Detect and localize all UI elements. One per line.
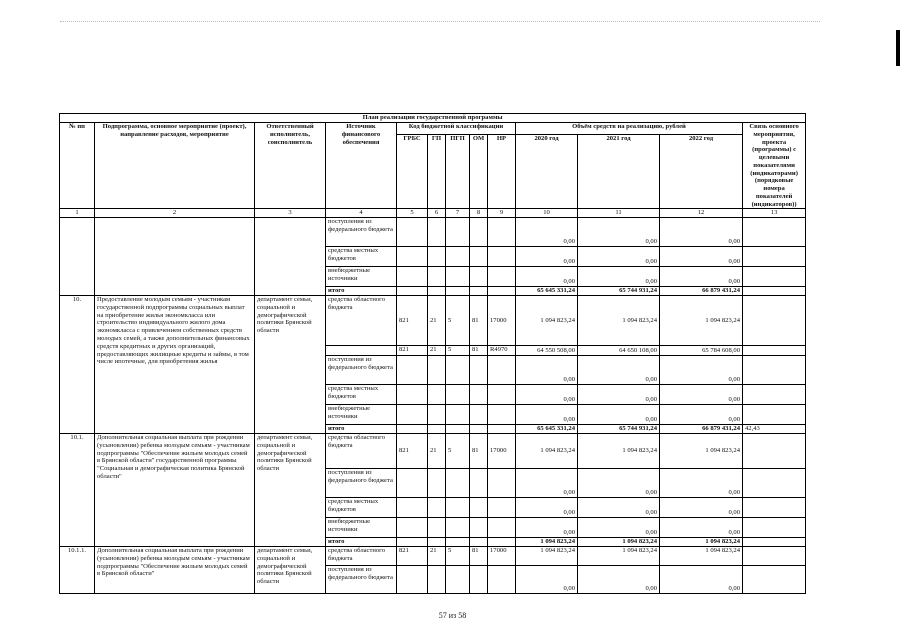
value-cell: 0,00 <box>578 566 660 594</box>
source-cell: средства местных бюджетов <box>326 385 397 405</box>
value-cell: 0,00 <box>578 385 660 405</box>
gp-cell: 21 <box>428 296 446 346</box>
name-cell: Дополнительная социальная выплата при рождении (усыновлении) ребенка молодым семьям - участникам подпрограммы "Обеспечение жильем молодых семей в Брянской области" государственной программы "Социальная и демографическая политика Брянской области" <box>95 434 255 547</box>
value-cell: 0,00 <box>578 267 660 287</box>
value-cell: 1 094 823,24 <box>578 547 660 566</box>
value-cell: 0,00 <box>578 405 660 425</box>
value-cell: 0,00 <box>660 566 743 594</box>
source-cell: поступления из федерального бюджета <box>326 469 397 498</box>
name-cell: Дополнительная социальная выплата при рождении (усыновлении) ребенка молодым семьям - участникам подпрограммы "Обеспечение жильем молодых семей в Брянской области" <box>95 547 255 594</box>
total-value: 65 645 331,24 <box>516 425 578 434</box>
value-cell: 0,00 <box>516 218 578 247</box>
index-cell: 12 <box>660 209 743 218</box>
value-cell: 0,00 <box>578 518 660 538</box>
page-number: 57 из 58 <box>438 611 467 620</box>
source-cell: средства областного бюджета <box>326 296 397 346</box>
grbs-cell: 821 <box>397 346 428 356</box>
index-cell: 4 <box>326 209 397 218</box>
om-cell: 81 <box>470 434 488 469</box>
pgp-cell: 5 <box>446 346 470 356</box>
index-cell: 9 <box>488 209 516 218</box>
grbs-cell: 821 <box>397 434 428 469</box>
num-cell <box>60 218 95 296</box>
pgp-cell: 5 <box>446 296 470 346</box>
table-row <box>60 296 806 346</box>
num-cell: 10. <box>60 296 95 434</box>
value-cell: 0,00 <box>660 469 743 498</box>
table-row <box>60 547 806 566</box>
executor-cell <box>255 218 326 296</box>
index-cell: 5 <box>397 209 428 218</box>
implementation-plan-table <box>59 113 806 594</box>
header-gp: ГП <box>428 135 446 209</box>
value-cell: 1 094 823,24 <box>578 296 660 346</box>
total-value: 1 094 823,24 <box>660 538 743 547</box>
om-cell: 81 <box>470 547 488 566</box>
num-cell: 10.1. <box>60 434 95 547</box>
total-value: 65 645 331,24 <box>516 287 578 296</box>
value-cell: 0,00 <box>578 469 660 498</box>
value-cell: 1 094 823,24 <box>578 434 660 469</box>
value-cell: 1 094 823,24 <box>516 296 578 346</box>
header-pgp: ПГП <box>446 135 470 209</box>
value-cell: 65 784 608,00 <box>660 346 743 356</box>
value-cell: 0,00 <box>660 267 743 287</box>
gp-cell: 21 <box>428 434 446 469</box>
om-cell: 81 <box>470 296 488 346</box>
value-cell: 0,00 <box>516 267 578 287</box>
value-cell: 1 094 823,24 <box>660 296 743 346</box>
value-cell: 0,00 <box>516 356 578 385</box>
header-budget-code: Код бюджетной классификации <box>397 123 516 135</box>
header-2021: 2021 год <box>578 135 660 209</box>
value-cell: 0,00 <box>516 469 578 498</box>
source-cell: поступления из федерального бюджета <box>326 566 397 594</box>
index-cell: 7 <box>446 209 470 218</box>
table-row <box>60 218 806 247</box>
om-cell: 81 <box>470 346 488 356</box>
source-cell: средства областного бюджета <box>326 434 397 469</box>
value-cell: 0,00 <box>516 405 578 425</box>
value-cell: 0,00 <box>516 518 578 538</box>
header-2020: 2020 год <box>516 135 578 209</box>
header-num: № пп <box>60 123 95 209</box>
header-2022: 2022 год <box>660 135 743 209</box>
source-cell: средства областного бюджета <box>326 547 397 566</box>
source-cell: внебюджетные источники <box>326 267 397 287</box>
table-row <box>60 434 806 469</box>
value-cell: 0,00 <box>516 566 578 594</box>
total-value: 65 744 931,24 <box>578 287 660 296</box>
header-grbs: ГРБС <box>397 135 428 209</box>
value-cell: 0,00 <box>516 247 578 267</box>
header-source: Источник финансового обеспечения <box>326 123 397 209</box>
index-cell: 13 <box>743 209 806 218</box>
source-cell: итого <box>326 425 397 434</box>
header-nr: НР <box>488 135 516 209</box>
pgp-cell: 5 <box>446 434 470 469</box>
nr-cell: 17000 <box>488 547 516 566</box>
value-cell: 0,00 <box>516 498 578 518</box>
header-subprogram: Подпрограмма, основное мероприятие (проект), направление расходов, мероприятие <box>95 123 255 209</box>
value-cell: 1 094 823,24 <box>660 434 743 469</box>
index-cell: 8 <box>470 209 488 218</box>
value-cell: 0,00 <box>578 218 660 247</box>
value-cell: 1 094 823,24 <box>516 434 578 469</box>
executor-cell: департамент семьи, социальной и демографической политики Брянской области <box>255 547 326 594</box>
value-cell: 0,00 <box>660 385 743 405</box>
index-cell: 11 <box>578 209 660 218</box>
value-cell: 0,00 <box>660 405 743 425</box>
grbs-cell: 821 <box>397 547 428 566</box>
source-cell: поступления из федерального бюджета <box>326 218 397 247</box>
total-value: 65 744 931,24 <box>578 425 660 434</box>
nr-cell: 17000 <box>488 296 516 346</box>
value-cell: 64 550 508,00 <box>516 346 578 356</box>
num-cell: 10.1.1. <box>60 547 95 594</box>
executor-cell: департамент семьи, социальной и демографической политики Брянской области <box>255 434 326 547</box>
index-cell: 1 <box>60 209 95 218</box>
indicator-link-cell: 42,43 <box>743 425 806 434</box>
source-cell: итого <box>326 538 397 547</box>
value-cell: 64 650 108,00 <box>578 346 660 356</box>
value-cell: 0,00 <box>578 498 660 518</box>
table-title: План реализации государственной программы <box>60 114 806 123</box>
total-value: 1 094 823,24 <box>516 538 578 547</box>
value-cell: 0,00 <box>516 385 578 405</box>
total-value: 66 879 431,24 <box>660 425 743 434</box>
value-cell: 1 094 823,24 <box>516 547 578 566</box>
source-cell: поступления из федерального бюджета <box>326 356 397 385</box>
header-executor: Ответственный исполнитель, соисполнитель <box>255 123 326 209</box>
value-cell: 0,00 <box>660 218 743 247</box>
nr-cell: R4970 <box>488 346 516 356</box>
name-cell: Предоставление молодым семьям - участникам государственной подпрограммы социальных выплат на приобретение жилья экономкласса или строительство индивидуального жилого дома экономкласса с привлечением собственных средств молодых семей, а также дополнительных финансовых средств кредитных и других организаций, предоставляющих жилищные кредиты и займы, в том числе ипотечные, для приобретения жилья <box>95 296 255 434</box>
executor-cell: департамент семьи, социальной и демографической политики Брянской области <box>255 296 326 434</box>
total-value: 1 094 823,24 <box>578 538 660 547</box>
nr-cell: 17000 <box>488 434 516 469</box>
source-cell: внебюджетные источники <box>326 518 397 538</box>
source-cell: средства местных бюджетов <box>326 247 397 267</box>
gp-cell: 21 <box>428 547 446 566</box>
index-cell: 6 <box>428 209 446 218</box>
index-cell: 2 <box>95 209 255 218</box>
value-cell: 1 094 823,24 <box>660 547 743 566</box>
source-cell: итого <box>326 287 397 296</box>
source-cell: внебюджетные источники <box>326 405 397 425</box>
value-cell: 0,00 <box>578 356 660 385</box>
gp-cell: 21 <box>428 346 446 356</box>
header-link: Связь основного мероприятия, проекта (программы) с целевыми показателями (индикаторами) (порядковые номера показателей (индикаторов)) <box>743 123 806 209</box>
header-volume: Объём средств на реализацию, рублей <box>516 123 743 135</box>
value-cell: 0,00 <box>578 247 660 267</box>
total-value: 66 879 431,24 <box>660 287 743 296</box>
scan-artifact-line <box>60 21 820 23</box>
index-cell: 10 <box>516 209 578 218</box>
value-cell: 0,00 <box>660 356 743 385</box>
index-cell: 3 <box>255 209 326 218</box>
name-cell <box>95 218 255 296</box>
scan-edge-mark <box>896 30 900 66</box>
column-index-row <box>60 209 806 218</box>
value-cell: 0,00 <box>660 247 743 267</box>
grbs-cell: 821 <box>397 296 428 346</box>
header-om: ОМ <box>470 135 488 209</box>
value-cell: 0,00 <box>660 518 743 538</box>
source-cell: средства местных бюджетов <box>326 498 397 518</box>
value-cell: 0,00 <box>660 498 743 518</box>
pgp-cell: 5 <box>446 547 470 566</box>
